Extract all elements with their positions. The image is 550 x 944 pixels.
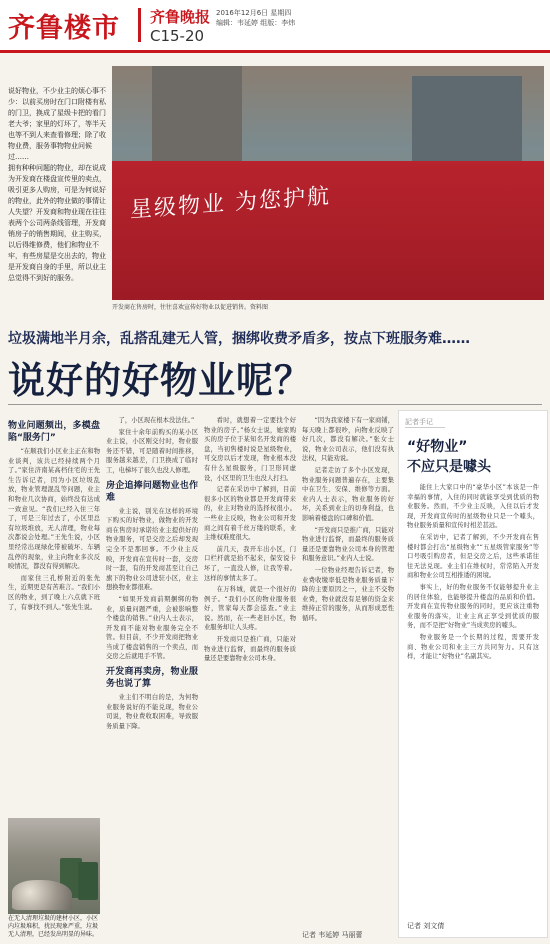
article-subhead: 房企追捧问题物业也作难 — [106, 480, 198, 503]
sidebar-paragraph: 物业服务是一个长期的过程，需要开发商、物业公司和业主三方共同努力。只有这样，才能让“好物业”名副其实。 — [407, 633, 539, 661]
sidebar-paragraph: 在采访中，记者了解到，不少开发商在售楼时都会打出“星级物业”“五星级管家服务”等口号吸引购房者，但是交房之后，这些承诺往往无法兑现。业主们在维权时，常常陷入开发商和物业公司互相推诿的困境。 — [407, 533, 539, 580]
editor-credits: 编辑：韦延婷 组版：李炜 — [216, 19, 296, 27]
building-shape — [152, 66, 242, 166]
headline-kicker: 垃圾满地半月余，乱搭乱建无人管，捆绑收费矛盾多，按点下班服务难…… — [8, 331, 470, 347]
sidebar-body — [407, 483, 539, 915]
article-subhead: 开发商再卖房，物业服务也说了算 — [106, 667, 198, 690]
article-paragraph: 而家住三孔桥附近的张先生，近期更是有苦难言。“我们小区的物业，到了晚上六点就下班了，有事找不到人。”张先生说。 — [8, 574, 100, 611]
article-paragraph: “如果开发商前期捆绑的物业，质量问题严重，会被影响整个楼盘的销售。”业内人士表示，开发商不能对物业服务完全不管。但目前，不少开发商把物业当成了楼盘销售的一个卖点，而交房之后就甩手不管。 — [106, 595, 198, 661]
sidebar-paragraph: 能住上大家口中的“豪华小区”本该是一件幸福的事情，入住的同时就能享受到优质的物业服务。然而，不少业主反映，入住以后才发现，开发商宣传时的星级物业只是一个噱头，物业服务质量和宣传时相差甚远。 — [407, 484, 539, 530]
article-paragraph: “开发商只是推广商，只能对物业进行监督，而最终的服务质量还是要靠物业公司本身的管理和服务意识。”业内人士说。 — [302, 526, 394, 563]
garbage-photo — [8, 818, 100, 914]
sidebar-paragraph: 事实上，好的物业服务不仅能够提升业主的居住体验，也能够提升楼盘的品质和价值。开发商在宣传物业服务的同时，更应该注重物业服务的落实，让业主真正享受到优质的服务，而不是把“好物业”当成卖房的噱头。 — [407, 583, 539, 630]
trash-bin — [78, 862, 98, 900]
article-paragraph: “在顺我们小区业主正在和物业谈判，该共已经持续两个月了。”家住济南某高档住宅的王先生告诉记者，因为小区垃圾乱放，物业管理混乱等问题，业主和物业几次协商，始终没有达成一致意见。“我们已经入住三年了，可是三年过去了，小区里总有垃圾堆放，无人清理，物业每次都说会处理。”王先生说，小区里经常出现绿化带被破坏、车辆乱停的现象，业主向物业多次反映情况，都没有得到解决。 — [8, 448, 100, 571]
garbage-pile — [12, 880, 72, 910]
photo-caption: 开发商在售房时，往往喜欢宣传好物业以促进销售。资料图 — [112, 304, 269, 311]
article-paragraph: 业主说，别光在这样的环境下购买的好物业，做物业的开发商在售房时承诺给业主提供好的物业服务，可是交房之后却发现完全不是那回事。不少业主反映，开发商在宣传时一套，交房时一套，有的开发商甚至让自己旗下的物业公司进驻小区，业主想换物业都很难。 — [106, 507, 198, 592]
page-header — [0, 0, 550, 53]
article-paragraph: 前几天，我开车出小区，门口栏杆就是抬不起来，保安说卡坏了，一直没人修，让我等着。这样的事情太多了。 — [204, 545, 296, 582]
article-paragraph: 家住十余年前购买的某小区业主说，小区刚交付时，物业服务还不错，可是随着时间推移，服务越来越差，门卫换成了临时工，电梯坏了很久也没人修理。 — [106, 428, 198, 474]
article-paragraph: 了，小区现在根本没法住。” — [118, 417, 195, 424]
article-column-1 — [8, 416, 100, 816]
garbage-photo-caption: 在无人清理垃圾的建材小区，小区内垃圾堆积，扰民现象严重，垃圾无人清理，已经发出明显的异味。 — [8, 915, 99, 938]
article-paragraph: 记者在采访中了解到，目前很多小区的物业都是开发商带来的，业主对物业的选择权很小。一些业主反映，物业公司和开发商之间有着千丝万缕的联系，业主维权难度很大。 — [204, 486, 296, 542]
article-column-4 — [302, 416, 394, 930]
sidebar-tag: 記者手记 — [405, 417, 445, 428]
article-paragraph: 开发商只是推广商，只能对物业进行监督，而最终的服务质量还是要靠物业公司本身。 — [204, 636, 296, 663]
sidebar-author: 记者 刘文倩 — [407, 922, 445, 930]
article-paragraph: 在万科城，就是一个很好的例子。“我们小区的物业服务很好，管家每天都会巡查。”业主说。然而，在一些老旧小区，物业服务却让人头疼。 — [204, 586, 296, 632]
article-paragraph: 一位物业经理告诉记者，物业费收缴率低是物业服务质量下降的主要原因之一，业主不交物业费，物业就没有足够的资金来维持正常的服务，从而形成恶性循环。 — [302, 566, 394, 622]
article-paragraph: 业主们不明白的是，为何物业服务说好的不能兑现，物业公司说，物业费收取困难，导致服务质量下降。 — [106, 694, 198, 730]
newspaper-name: 齐鲁晚报 — [150, 8, 211, 26]
section-title: 齐鲁楼市 — [8, 13, 120, 44]
page-code: C15-20 — [150, 27, 205, 45]
publication-date: 2016年12月6日 星期四 — [216, 9, 292, 17]
main-headline: 说好的好物业呢？ — [8, 359, 312, 402]
header-divider — [138, 8, 141, 42]
article-column-3 — [204, 416, 296, 930]
article-paragraph: “因为我家楼下有一家商铺，每天晚上都很吵，向物业反映了好几次，都没有解决。”张女士说，物业公司表示，他们没有执法权，只能劝说。 — [302, 417, 394, 463]
article-paragraph: 看时，就想着一定要找个好物业的房子。”杨女士说，她家购买的房子位于某知名开发商的楼盘，当初售楼时说是星级物业，可交房以后才发现，物业根本没有什么星级服务，门卫形同虚设，小区里的卫生也没人打扫。 — [204, 417, 296, 482]
reporter-note-sidebar — [398, 410, 548, 938]
building-shape — [412, 76, 522, 168]
wall-slogan: 星级物业 为您护航 — [130, 183, 331, 224]
article-subhead: 物业问题频出，多模盘陷“服务门” — [8, 421, 100, 443]
headline-rule — [8, 404, 542, 405]
intro-text: 说好物业，不少业主的烦心事不少：以前买房时在门口附楼有私的门卫，换成了星级卡把的看门老大爷；家里的灯坏了，等半天也等不到人来查看修理；除了收物业费，服务事物物业问候过…… 拥有种种问题的物业，却在说成为开发商在楼盘宣传里的卖点，吸引更多人购房，可是为何说好的物业，此外的物业做的事情让人失望？开发商和物业现在往往表两个公司两条线管理，开发商销房子的销售期间，业主购买，以后得维修费，他们和物业不牢，有些房屋是交出去的，物业是开发商自身的手里，所以业主总觉得不到好的服务。 — [8, 87, 106, 282]
sidebar-title: “好物业” 不应只是噱头 — [407, 439, 491, 475]
article-paragraph: 记者走访了多个小区发现，物业服务问题普遍存在，主要集中在卫生、安保、维修等方面。业内人士表示，物业服务的好坏，关系到业主的切身利益，也影响着楼盘的口碑和价值。 — [302, 466, 394, 522]
article-byline: 记者 韦延婷 马丽蕾 — [302, 931, 363, 939]
construction-wall-photo — [112, 66, 544, 300]
article-column-2 — [106, 416, 198, 930]
